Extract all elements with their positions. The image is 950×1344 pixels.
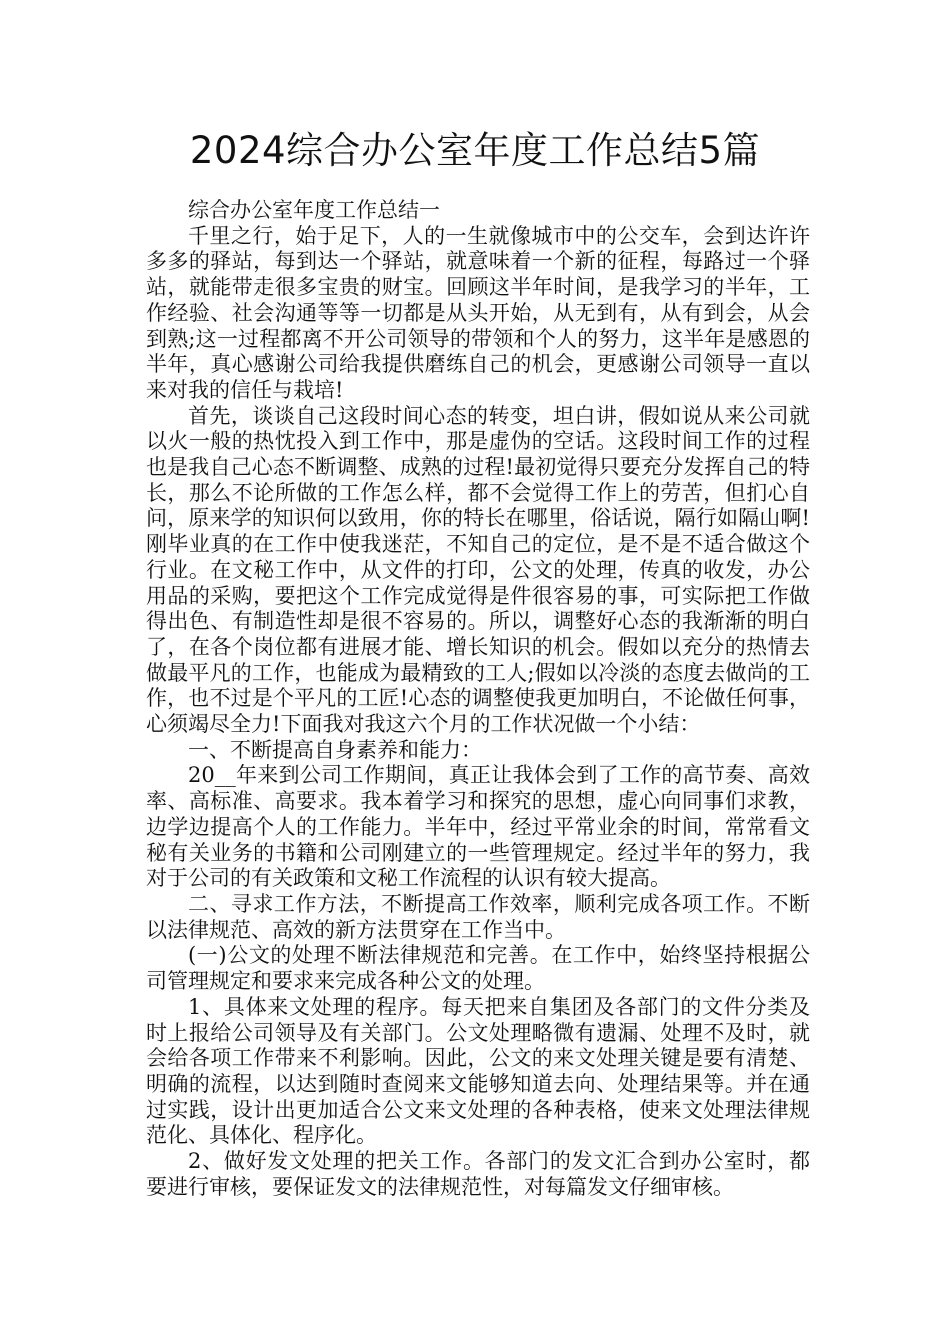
paragraph: 千里之行，始于足下，人的一生就像城市中的公交车，会到达许许多多的驿站，每到达一个驿站，就意味着一个新的征程，每路过一个驿站，就能带走很多宝贵的财宝。回顾这半年时间，是我学习的半年，工作经验、社会沟通等等一切都是从头开始，从无到有，从有到会，从会到熟;这一过程都离不开公司领导的带领和个人的努力，这半年是感恩的半年，真心感谢公司给我提供磨练自己的机会，更感谢公司领导一直以来对我的信任与栽培! <box>146 223 810 402</box>
section-heading: 一、不断提高自身素养和能力： <box>188 737 482 762</box>
paragraph: 20__年来到公司工作期间，真正让我体会到了工作的高节奏、高效率、高标准、高要求。我本着学习和探究的思想，虚心向同事们求教，边学边提高个人的工作能力。半年中，经过平常业余的时间，常常看文秘有关业务的书籍和公司刚建立的一些管理规定。经过半年的努力，我对于公司的有关政策和文秘工作流程的认识有较大提高。 <box>146 763 810 891</box>
section-heading: 二、寻求工作方法，不断提高工作效率，顺利完成各项工作。不断以法律规范、高效的新方法贯穿在工作当中。 <box>146 891 810 942</box>
section-heading: 综合办公室年度工作总结一 <box>188 198 440 222</box>
document-title: 2024综合办公室年度工作总结5篇 <box>189 129 761 172</box>
document-body <box>146 198 810 1200</box>
paragraph: 1、具体来文处理的程序。每天把来自集团及各部门的文件分类及时上报给公司领导及有关部门。公文处理略微有遗漏、处理不及时，就会给各项工作带来不利影响。因此，公文的来文处理关键是要有清楚、明确的流程，以达到随时查阅来文能够知道去向、处理结果等。并在通过实践，设计出更加适合公文来文处理的各种表格，使来文处理法律规范化、具体化、程序化。 <box>146 994 810 1148</box>
paragraph: (一)公文的处理不断法律规范和完善。在工作中，始终坚持根据公司管理规定和要求来完成各种公文的处理。 <box>146 943 810 994</box>
paragraph: 首先，谈谈自己这段时间心态的转变，坦白讲，假如说从来公司就以火一般的热忱投入到工作中，那是虚伪的空话。这段时间工作的过程也是我自己心态不断调整、成熟的过程!最初觉得只要充分发挥自己的特长，那么不论所做的工作怎么样，都不会觉得工作上的劳苦，但扪心自问，原来学的知识何以致用，你的特长在哪里，俗话说，隔行如隔山啊!刚毕业真的在工作中使我迷茫，不知自己的定位，是不是不适合做这个行业。在文秘工作中，从文件的打印，公文的处理，传真的收发，办公用品的采购，要把这个工作完成觉得是件很容易的事，可实际把工作做得出色、有制造性却是很不容易的。所以，调整好心态的我渐渐的明白了，在各个岗位都有进展才能、增长知识的机会。假如以充分的热情去做最平凡的工作，也能成为最精致的工人;假如以冷淡的态度去做尚的工作，也不过是个平凡的工匠!心态的调整使我更加明白，不论做任何事，心须竭尽全力!下面我对我这六个月的工作状况做一个小结： <box>146 403 810 737</box>
paragraph: 2、做好发文处理的把关工作。各部门的发文汇合到办公室时，都要进行审核，要保证发文的法律规范性，对每篇发文仔细审核。 <box>146 1149 810 1199</box>
